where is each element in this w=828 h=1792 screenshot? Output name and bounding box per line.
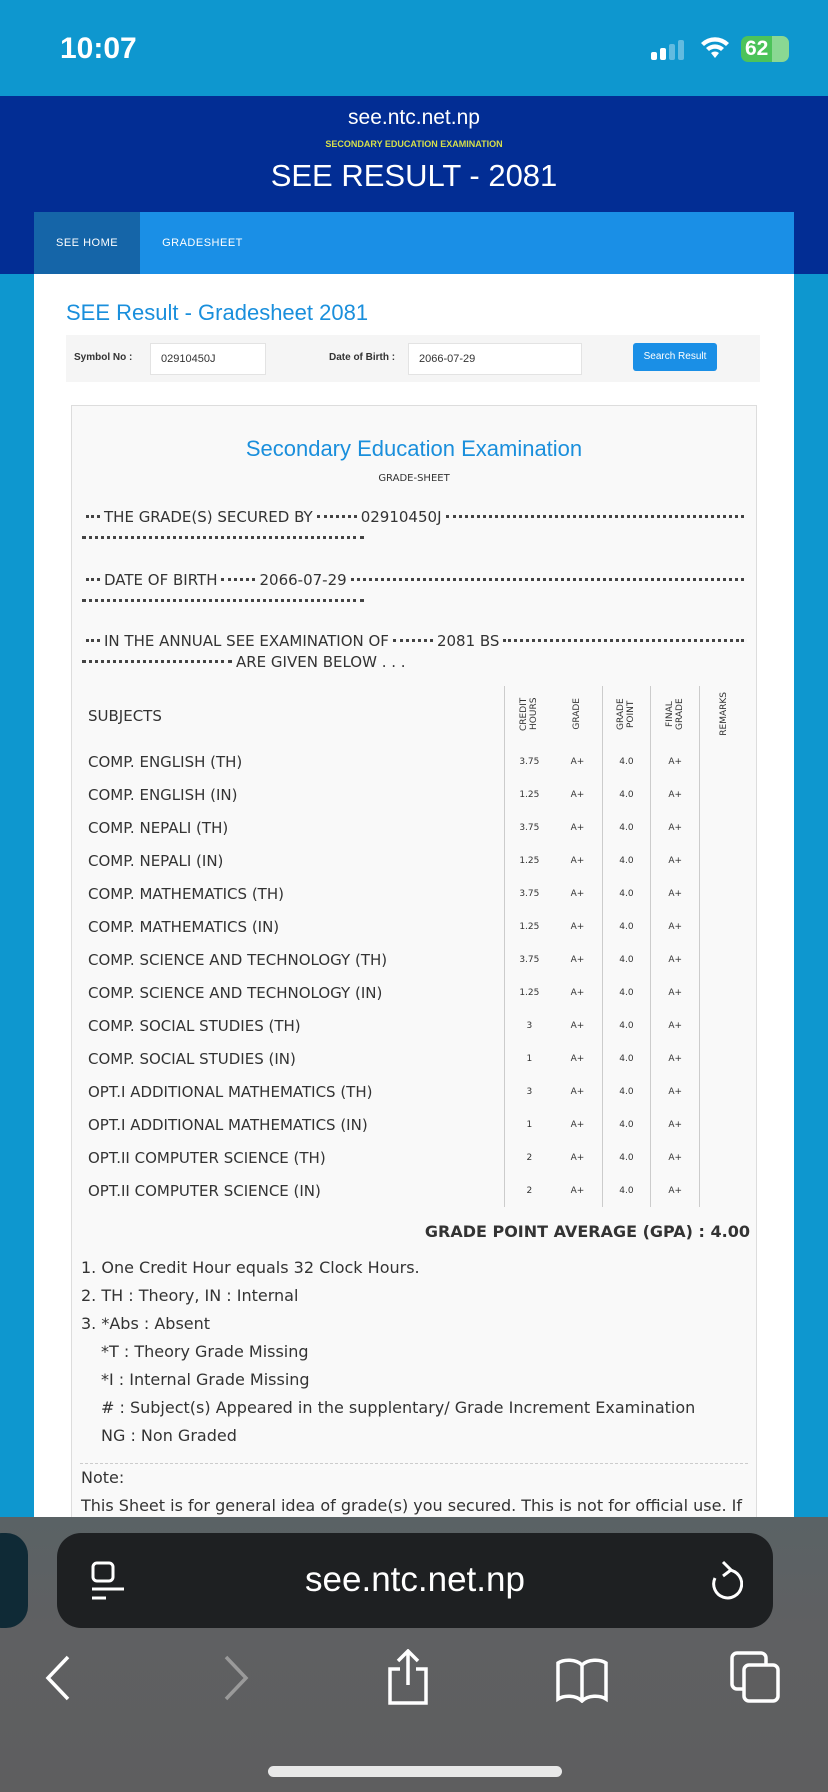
grade-point: 4.0 xyxy=(602,811,651,844)
header-grade-point: GRADE POINT xyxy=(616,698,637,730)
header-grade: GRADE xyxy=(572,698,583,730)
final-grade: A+ xyxy=(651,1108,700,1141)
subject-name: OPT.I ADDITIONAL MATHEMATICS (TH) xyxy=(88,1082,373,1101)
page-title: SEE Result - Gradesheet 2081 xyxy=(66,300,369,325)
battery-level: 62 xyxy=(745,37,769,60)
table-row xyxy=(82,976,748,1009)
previous-tab-pill[interactable] xyxy=(0,1533,28,1628)
bookmarks-icon[interactable] xyxy=(556,1657,608,1703)
gpa: GRADE POINT AVERAGE (GPA) : 4.00 xyxy=(424,1222,750,1241)
table-row xyxy=(82,1042,748,1075)
grade-point: 4.0 xyxy=(602,943,651,976)
remarks xyxy=(700,1174,748,1207)
grade-point: 4.0 xyxy=(602,976,651,1009)
credit-hours: 3.75 xyxy=(505,745,554,778)
grade-sheet xyxy=(71,405,757,1605)
exam-value: 2081 BS xyxy=(436,632,500,650)
remarks xyxy=(700,844,748,877)
exam-line xyxy=(82,632,748,650)
subject-name: COMP. SOCIAL STUDIES (IN) xyxy=(88,1049,296,1068)
table-row xyxy=(82,1075,748,1108)
table-row xyxy=(82,1141,748,1174)
remarks xyxy=(700,877,748,910)
share-icon[interactable] xyxy=(386,1649,430,1705)
final-grade: A+ xyxy=(651,778,700,811)
credit-hours: 1.25 xyxy=(505,844,554,877)
credit-hours: 1 xyxy=(505,1042,554,1075)
grade: A+ xyxy=(570,1152,585,1163)
credit-hours: 1.25 xyxy=(505,976,554,1009)
address-bar[interactable] xyxy=(57,1533,773,1628)
notes-list xyxy=(81,1254,695,1450)
remarks xyxy=(700,1108,748,1141)
grade-point: 4.0 xyxy=(602,877,651,910)
signal-icon xyxy=(651,40,684,60)
table-row xyxy=(82,778,748,811)
grade: A+ xyxy=(570,954,585,965)
search-result-button[interactable]: Search Result xyxy=(633,343,717,371)
remarks xyxy=(700,943,748,976)
subject-name: COMP. SOCIAL STUDIES (TH) xyxy=(88,1016,301,1035)
grade: A+ xyxy=(570,1185,585,1196)
subject-name: OPT.II COMPUTER SCIENCE (IN) xyxy=(88,1181,321,1200)
search-form xyxy=(66,335,760,382)
grade: A+ xyxy=(570,855,585,866)
secured-line xyxy=(82,508,748,526)
remarks xyxy=(700,1009,748,1042)
table-row xyxy=(82,844,748,877)
exam-label: IN THE ANNUAL SEE EXAMINATION OF xyxy=(104,632,389,650)
subject-name: COMP. ENGLISH (TH) xyxy=(88,752,243,771)
credit-hours: 2 xyxy=(505,1141,554,1174)
note-item: 1. One Credit Hour equals 32 Clock Hours. xyxy=(81,1258,420,1277)
content-card xyxy=(34,274,794,1517)
remarks xyxy=(700,778,748,811)
final-grade: A+ xyxy=(651,943,700,976)
grade-point: 4.0 xyxy=(602,1009,651,1042)
table-row xyxy=(82,1108,748,1141)
note-subitem: *I : Internal Grade Missing xyxy=(101,1370,310,1389)
final-grade: A+ xyxy=(651,1174,700,1207)
sheet-subtitle: GRADE-SHEET xyxy=(378,473,450,484)
dob-label-sheet: DATE OF BIRTH xyxy=(104,571,218,589)
reload-icon[interactable] xyxy=(707,1560,743,1604)
grade: A+ xyxy=(570,789,585,800)
table-row xyxy=(82,943,748,976)
subject-name: OPT.I ADDITIONAL MATHEMATICS (IN) xyxy=(88,1115,368,1134)
final-grade: A+ xyxy=(651,745,700,778)
grade: A+ xyxy=(570,1053,585,1064)
credit-hours: 2 xyxy=(505,1174,554,1207)
final-grade: A+ xyxy=(651,1009,700,1042)
table-row xyxy=(82,1009,748,1042)
grade: A+ xyxy=(570,888,585,899)
header-remarks: REMARKS xyxy=(719,692,730,736)
header-credit: CREDIT HOURS xyxy=(519,697,540,731)
subject-name: COMP. ENGLISH (IN) xyxy=(88,785,238,804)
tabs-icon[interactable] xyxy=(730,1651,782,1705)
dotted-fill xyxy=(82,599,364,602)
dob-line xyxy=(82,571,748,589)
remarks xyxy=(700,1042,748,1075)
credit-hours: 1 xyxy=(505,1108,554,1141)
forward-icon[interactable] xyxy=(222,1655,250,1701)
subject-name: COMP. MATHEMATICS (TH) xyxy=(88,884,284,903)
grade: A+ xyxy=(570,756,585,767)
table-header xyxy=(82,686,748,745)
symbol-input[interactable]: 02910450J xyxy=(150,343,266,375)
dotted-fill xyxy=(82,536,364,539)
final-grade: A+ xyxy=(651,976,700,1009)
credit-hours: 3.75 xyxy=(505,943,554,976)
credit-hours: 1.25 xyxy=(505,778,554,811)
grade: A+ xyxy=(570,1020,585,1031)
symbol-label: Symbol No : xyxy=(74,352,133,363)
grade: A+ xyxy=(570,921,585,932)
grade-point: 4.0 xyxy=(602,1108,651,1141)
secured-label: THE GRADE(S) SECURED BY xyxy=(104,508,313,526)
site-subtitle: SECONDARY EDUCATION EXAMINATION xyxy=(325,139,503,149)
note-item: 3. *Abs : Absent xyxy=(81,1314,211,1333)
exam-tail: ARE GIVEN BELOW . . . xyxy=(236,653,406,671)
grade: A+ xyxy=(570,987,585,998)
header-subjects: SUBJECTS xyxy=(88,706,162,725)
table-row xyxy=(82,745,748,778)
final-grade: A+ xyxy=(651,877,700,910)
site-name: see.ntc.net.np xyxy=(348,106,480,129)
grade-point: 4.0 xyxy=(602,844,651,877)
nav-gradesheet[interactable]: GRADESHEET xyxy=(162,237,243,249)
credit-hours: 3.75 xyxy=(505,877,554,910)
note-subitem: # : Subject(s) Appeared in the supplentary/ Grade Increment Examination xyxy=(101,1398,696,1417)
exam-line-2 xyxy=(82,653,406,671)
subject-name: COMP. NEPALI (IN) xyxy=(88,851,224,870)
grade: A+ xyxy=(570,1086,585,1097)
final-grade: A+ xyxy=(651,811,700,844)
grade: A+ xyxy=(570,1119,585,1130)
credit-hours: 3.75 xyxy=(505,811,554,844)
grade-point: 4.0 xyxy=(602,745,651,778)
grade-point: 4.0 xyxy=(602,1075,651,1108)
credit-hours: 3 xyxy=(505,1075,554,1108)
final-grade: A+ xyxy=(651,910,700,943)
header-final-grade: FINAL GRADE xyxy=(665,698,686,730)
table-row xyxy=(82,811,748,844)
final-grade: A+ xyxy=(651,1141,700,1174)
remarks xyxy=(700,745,748,778)
dob-label: Date of Birth : xyxy=(329,352,396,363)
dob-input[interactable]: 2066-07-29 xyxy=(408,343,582,375)
home-indicator[interactable] xyxy=(268,1766,562,1777)
table-row xyxy=(82,877,748,910)
clock: 10:07 xyxy=(60,32,137,65)
battery-icon xyxy=(741,36,789,62)
subject-name: COMP. NEPALI (TH) xyxy=(88,818,229,837)
sheet-title: Secondary Education Examination xyxy=(245,436,583,461)
url-text[interactable]: see.ntc.net.np xyxy=(305,1560,525,1599)
final-grade: A+ xyxy=(651,844,700,877)
wifi-icon xyxy=(700,36,730,60)
remarks xyxy=(700,811,748,844)
remarks xyxy=(700,1075,748,1108)
remarks xyxy=(700,910,748,943)
grade-point: 4.0 xyxy=(602,1141,651,1174)
grade-point: 4.0 xyxy=(602,1042,651,1075)
note-text: This Sheet is for general idea of grade(s) you secured. This is not for official use. If xyxy=(81,1496,742,1515)
dob-value: 2066-07-29 xyxy=(259,571,347,589)
note-subitem: *T : Theory Grade Missing xyxy=(101,1342,309,1361)
grade-point: 4.0 xyxy=(602,1174,651,1207)
subject-name: COMP. SCIENCE AND TECHNOLOGY (TH) xyxy=(88,950,388,969)
final-grade: A+ xyxy=(651,1075,700,1108)
table-row xyxy=(82,910,748,943)
grade-point: 4.0 xyxy=(602,910,651,943)
divider xyxy=(80,1463,748,1464)
note-subitem: NG : Non Graded xyxy=(101,1426,237,1445)
site-title: SEE RESULT - 2081 xyxy=(270,158,558,193)
secured-value: 02910450J xyxy=(360,508,442,526)
final-grade: A+ xyxy=(651,1042,700,1075)
subject-name: OPT.II COMPUTER SCIENCE (TH) xyxy=(88,1148,326,1167)
credit-hours: 1.25 xyxy=(505,910,554,943)
note-item: 2. TH : Theory, IN : Internal xyxy=(81,1286,299,1305)
grades-table xyxy=(82,686,748,1207)
table-row xyxy=(82,1174,748,1207)
subject-name: COMP. MATHEMATICS (IN) xyxy=(88,917,280,936)
credit-hours: 3 xyxy=(505,1009,554,1042)
grade: A+ xyxy=(570,822,585,833)
back-icon[interactable] xyxy=(44,1655,72,1701)
remarks xyxy=(700,976,748,1009)
nav-see-home[interactable]: SEE HOME xyxy=(34,212,140,274)
browser-toolbar xyxy=(0,1517,828,1792)
grade-point: 4.0 xyxy=(602,778,651,811)
nav-bar xyxy=(34,212,794,274)
status-bar xyxy=(0,0,828,96)
remarks xyxy=(700,1141,748,1174)
subject-name: COMP. SCIENCE AND TECHNOLOGY (IN) xyxy=(88,983,383,1002)
note-heading: Note: xyxy=(81,1468,125,1487)
